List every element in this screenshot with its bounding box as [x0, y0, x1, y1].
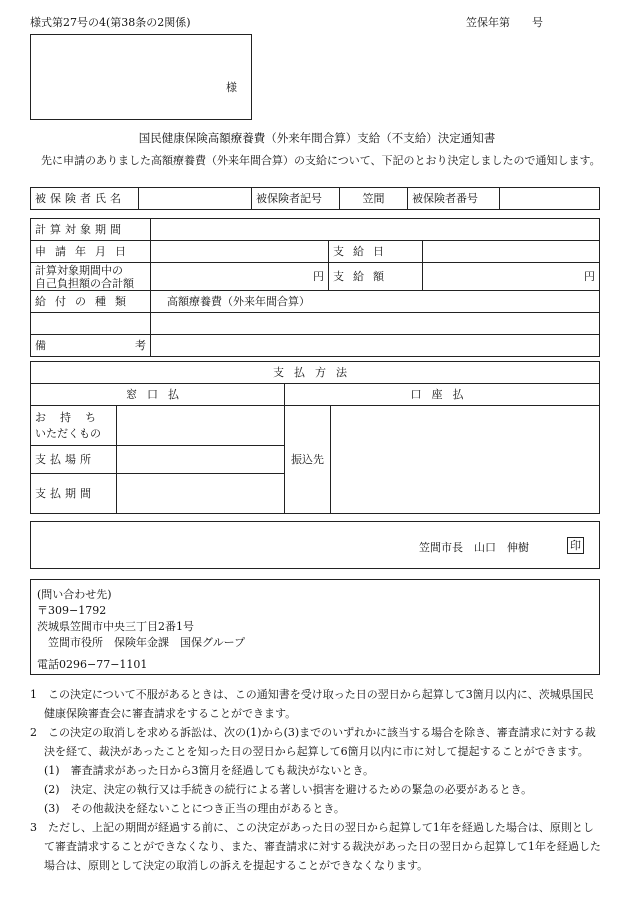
benefit-type-value: 高額療養費（外来年間合算） — [151, 291, 600, 313]
pay-period-value — [117, 474, 285, 514]
notes — [30, 685, 604, 875]
remarks-label — [31, 335, 151, 357]
apply-date-label: 申請年月日 — [31, 241, 151, 263]
bring-items-label-line1: お持ち — [35, 410, 110, 424]
self-pay-value: 円 — [151, 263, 329, 291]
apply-date-value — [151, 241, 329, 263]
pay-place-value — [117, 446, 285, 474]
bring-items-label — [31, 406, 117, 446]
signature-box — [30, 521, 600, 569]
contact-heading: (問い合わせ先) — [37, 588, 112, 601]
note-2-item-2: (2) 決定、決定の執行又は手続きの続行による著しい損害を避けるための緊急の必要があるとき。 — [44, 783, 533, 796]
insured-name-value — [139, 188, 252, 210]
note-2-item-3: (3) その他裁決を経ないことにつき正当の理由があるとき。 — [44, 802, 345, 815]
account-payment-label: 口座払 — [285, 384, 600, 406]
blank-value-cell — [151, 313, 600, 335]
pay-period-label: 支払期間 — [31, 474, 117, 514]
payment-title: 支払方法 — [31, 362, 600, 384]
mayor-name: 笠間市長 山口 伸樹 — [419, 541, 529, 554]
note-2: 2 この決定の取消しを求める訴訟は、次の(1)から(3)までのいずれかに該当する場合を除き、審査請求に対する裁決を経て、裁決があったことを知った日の翌日から起算して6箇月以内に市に対して提起することができます。 — [30, 726, 596, 758]
pay-date-value — [423, 241, 600, 263]
remarks-label-a: 備 — [35, 338, 46, 352]
insured-number-label: 被保険者番号 — [408, 188, 500, 210]
transfer-value — [331, 406, 600, 514]
insured-symbol-label: 被保険者記号 — [252, 188, 340, 210]
pay-place-label: 支払場所 — [31, 446, 117, 474]
pay-date-label: 支給日 — [329, 241, 423, 263]
pay-amount-value: 円 — [423, 263, 600, 291]
seal-mark: 印 — [567, 537, 584, 554]
insured-number-value — [500, 188, 600, 210]
insured-table — [30, 187, 600, 210]
contact-phone: 電話0296−77−1101 — [37, 658, 148, 671]
transfer-label: 振込先 — [285, 406, 331, 514]
self-pay-label-line1: 計算対象期間中の — [35, 263, 123, 277]
bring-items-label-line2: いただくもの — [35, 426, 101, 440]
details-table — [30, 218, 600, 357]
document-number: 笠保年第 号 — [466, 16, 543, 29]
document-title: 国民健康保険高額療養費（外来年間合算）支給（不支給）決定通知書 — [138, 131, 496, 145]
blank-label-cell — [31, 313, 151, 335]
period-label: 計算対象期間 — [31, 219, 151, 241]
honorific: 様 — [226, 81, 237, 94]
contact-box — [30, 579, 600, 675]
window-payment-label: 窓口払 — [31, 384, 285, 406]
self-pay-label — [31, 263, 151, 291]
insured-name-label: 被保険者氏名 — [31, 188, 139, 210]
note-2-item-1: (1) 審査請求があった日から3箇月を経過しても裁決がないとき。 — [44, 764, 375, 777]
form-number: 様式第27号の4(第38条の2関係) — [30, 16, 191, 29]
benefit-type-label: 給付の種類 — [31, 291, 151, 313]
insured-symbol-value: 笠間 — [340, 188, 408, 210]
payment-table — [30, 361, 600, 514]
pay-amount-label: 支給額 — [329, 263, 423, 291]
note-1: 1 この決定について不服があるときは、この通知書を受け取った日の翌日から起算して3箇月以内に、茨城県国民健康保険審査会に審査請求をすることができます。 — [30, 688, 594, 720]
contact-address: 茨城県笠間市中央三丁目2番1号 — [37, 620, 194, 633]
contact-office: 笠間市役所 保険年金課 国保グループ — [37, 636, 246, 649]
remarks-value — [151, 335, 600, 357]
remarks-label-b: 考 — [135, 338, 146, 352]
bring-items-value — [117, 406, 285, 446]
addressee-box — [30, 34, 252, 120]
note-3: 3 ただし、上記の期間が経過する前に、この決定があった日の翌日から起算して1年を経過した場合は、原則として審査請求することができなくなり、また、審査請求に対する裁決があった日の翌日から起算して1年を経過した場合は、原則として決定の取消しの訴えを提起することができなくなります。 — [30, 821, 601, 872]
self-pay-label-line2: 自己負担額の合計額 — [35, 276, 134, 290]
contact-zip: 〒309−1792 — [37, 604, 107, 617]
period-value — [151, 219, 600, 241]
intro-text: 先に申請のありました高額療養費（外来年間合算）の支給について、下記のとおり決定しましたので通知します。 — [30, 154, 601, 167]
